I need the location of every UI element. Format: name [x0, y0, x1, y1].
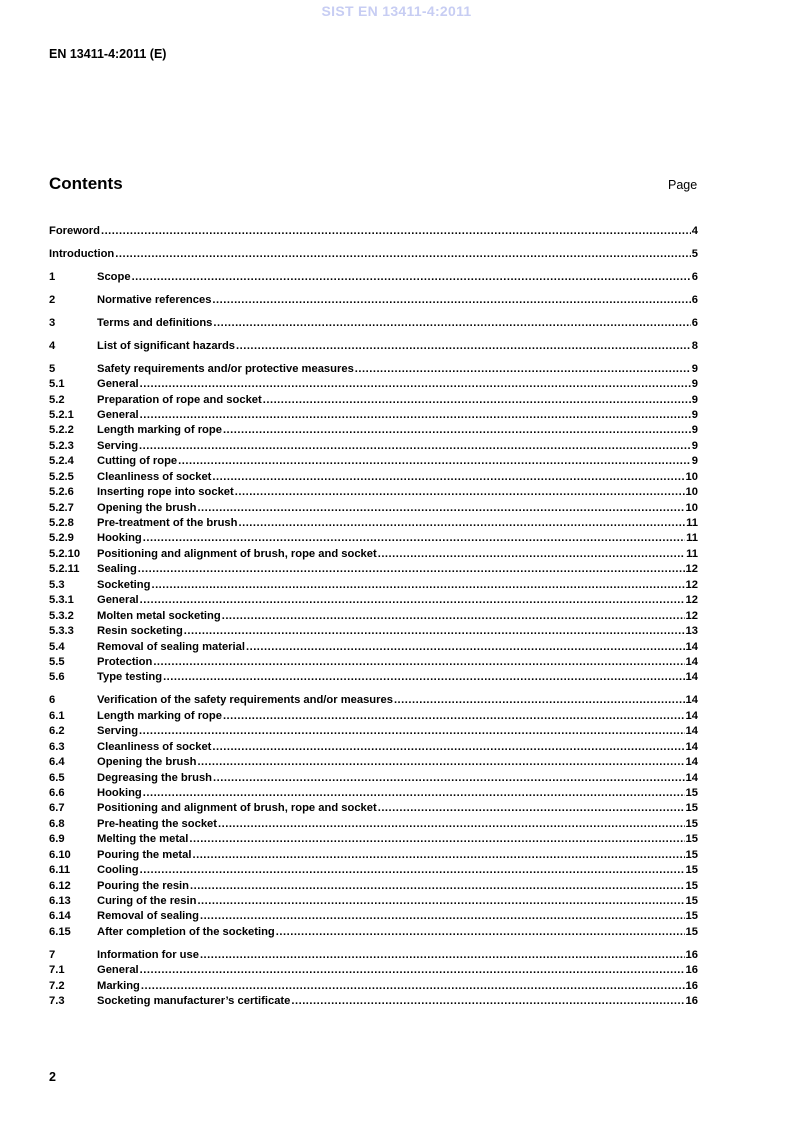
toc-entry-number: 6.9 [49, 833, 65, 846]
toc-leader-dots [378, 801, 685, 816]
toc-entry-title: Removal of sealing [97, 910, 199, 923]
toc-entry-title: Type testing [97, 671, 163, 684]
toc-entry-number: 7.1 [49, 964, 65, 977]
toc-entry-page: 8 [691, 339, 698, 352]
toc-entry-title: Curing of the resin [97, 895, 197, 907]
toc-entry-title: Positioning and alignment of brush, rope and socket [97, 802, 377, 815]
toc-entry-number: 5.2.4 [49, 455, 74, 468]
toc-entry-number: 5.3 [49, 578, 65, 591]
toc-leader-dots [140, 593, 685, 608]
toc-leader-dots [132, 270, 691, 285]
toc-leader-dots [200, 909, 685, 924]
toc-leader-dots [139, 724, 685, 739]
toc-entry-number: 6.15 [49, 925, 71, 938]
toc-leader-dots [140, 963, 685, 978]
toc-entry[interactable] [49, 832, 698, 847]
toc-entry-title: Pouring the resin [97, 879, 189, 892]
toc-leader-dots [212, 293, 690, 308]
toc-entry-title: Opening the brush [97, 756, 197, 769]
toc-leader-dots [189, 832, 684, 847]
toc-entry[interactable] [49, 547, 698, 562]
toc-entry-page: 11 [686, 517, 698, 529]
toc-entry-number: 6.2 [49, 725, 65, 738]
toc-entry-page: 14 [685, 725, 698, 738]
toc-leader-dots [263, 393, 691, 408]
watermark: SIST EN 13411-4:2011 [321, 3, 472, 19]
toc-entry-title: Safety requirements and/or protective measures [97, 362, 354, 375]
toc-entry-title: General [97, 964, 139, 977]
toc-leader-dots [140, 863, 685, 878]
toc-leader-dots [197, 894, 684, 909]
toc-entry[interactable] [49, 531, 698, 546]
toc-entry-number: 6.4 [49, 756, 65, 769]
toc-entry-number: 2 [49, 293, 56, 306]
toc-entry[interactable] [49, 963, 698, 978]
toc-entry-title: Molten metal socketing [97, 609, 221, 622]
toc-leader-dots [200, 948, 685, 963]
toc-entry[interactable] [49, 771, 698, 786]
toc-entry[interactable] [49, 316, 698, 331]
toc-entry-title: Length marking of rope [97, 709, 222, 722]
toc-entry-page: 14 [685, 756, 698, 769]
toc-entry-page: 16 [685, 964, 698, 977]
toc-entry-page: 15 [685, 848, 698, 861]
toc-entry-page: 14 [685, 640, 698, 653]
toc-entry-page: 14 [685, 771, 698, 784]
toc-entry-number: 6.3 [49, 740, 65, 753]
toc-entry-title: Hooking [97, 786, 142, 799]
toc-entry-number: 6.5 [49, 771, 65, 784]
toc-entry-title: Socketing [97, 578, 151, 591]
toc-leader-dots [291, 994, 684, 1009]
toc-leader-dots [197, 755, 684, 770]
toc-entry-number: 6.13 [49, 895, 71, 907]
toc-leader-dots [153, 655, 684, 670]
toc-entry-title: Foreword [49, 225, 100, 237]
toc-entry-title: After completion of the socketing [97, 925, 275, 938]
toc-entry-number: 7.2 [49, 979, 65, 992]
toc-entry-page: 9 [691, 424, 698, 437]
toc-entry-title: Normative references [97, 293, 212, 306]
toc-entry[interactable] [49, 724, 698, 739]
toc-entry-number: 6.1 [49, 709, 65, 722]
toc-entry[interactable] [49, 578, 698, 593]
toc-entry-number: 5.2.11 [49, 563, 80, 576]
toc-leader-dots [378, 547, 685, 562]
toc-entry-page: 15 [685, 925, 698, 938]
toc-leader-dots [192, 848, 684, 863]
toc-entry-page: 15 [685, 817, 698, 830]
contents-title: Contents [49, 174, 123, 193]
toc-entry-page: 9 [691, 455, 698, 468]
toc-entry-page: 15 [685, 833, 698, 846]
toc-entry-page: 12 [685, 609, 698, 622]
toc-entry-number: 5.2.8 [49, 517, 74, 529]
toc-entry[interactable] [49, 408, 698, 423]
toc-leader-dots [151, 578, 684, 593]
toc-entry-page: 11 [686, 532, 698, 545]
toc-leader-dots [223, 709, 685, 724]
toc-leader-dots [212, 740, 684, 755]
toc-entry[interactable] [49, 879, 698, 894]
toc-entry-title: Introduction [49, 247, 115, 260]
toc-entry[interactable] [49, 439, 698, 454]
toc-entry[interactable] [49, 270, 698, 285]
toc-entry-page: 10 [685, 501, 698, 514]
toc-entry[interactable] [49, 224, 698, 239]
toc-entry[interactable] [49, 247, 698, 262]
toc-leader-dots [178, 454, 691, 469]
toc-entry-title: Cleanliness of socket [97, 740, 212, 753]
toc-entry-page: 10 [685, 470, 698, 483]
toc-leader-dots [139, 439, 691, 454]
toc-entry-page: 9 [691, 408, 698, 421]
toc-entry-page: 4 [691, 225, 698, 237]
toc-entry-title: Cooling [97, 864, 139, 877]
toc-entry-title: General [97, 408, 139, 421]
toc-entry-title: General [97, 378, 139, 391]
toc-entry-title: Scope [97, 270, 131, 283]
toc-entry-title: List of significant hazards [97, 339, 235, 352]
toc-entry-number: 6.10 [49, 848, 71, 861]
toc-leader-dots [235, 485, 685, 500]
toc-entry[interactable] [49, 624, 698, 639]
toc-entry[interactable] [49, 786, 698, 801]
toc-entry-title: Resin socketing [97, 625, 183, 638]
toc-entry[interactable] [49, 894, 698, 909]
toc-entry-page: 15 [685, 910, 698, 923]
toc-leader-dots [236, 339, 691, 354]
toc-entry-number: 5.4 [49, 640, 65, 653]
toc-entry[interactable] [49, 925, 698, 940]
document-id: EN 13411-4:2011 (E) [49, 47, 167, 61]
toc-entry[interactable] [49, 362, 698, 377]
toc-entry[interactable] [49, 709, 698, 724]
toc-entry-page: 14 [685, 671, 698, 684]
toc-entry-number: 5.2.10 [49, 547, 81, 560]
toc-entry-number: 6 [49, 694, 56, 707]
toc-entry-number: 5.2.5 [49, 470, 74, 483]
toc-entry-title: Marking [97, 979, 140, 992]
toc-entry[interactable] [49, 670, 698, 685]
toc-entry-title: General [97, 594, 139, 607]
toc-entry-title: Protection [97, 655, 153, 668]
toc-entry-page: 14 [685, 709, 698, 722]
toc-entry[interactable] [49, 817, 698, 832]
toc-entry-number: 5.1 [49, 378, 65, 391]
toc-entry-page: 14 [685, 740, 698, 753]
toc-entry-title: Cleanliness of socket [97, 470, 212, 483]
toc-entry[interactable] [49, 640, 698, 655]
toc-entry[interactable] [49, 609, 698, 624]
toc-leader-dots [238, 516, 685, 531]
toc-leader-dots [101, 224, 691, 239]
toc-entry-title: Terms and definitions [97, 316, 213, 329]
toc-entry-number: 5.3.1 [49, 594, 74, 607]
toc-entry-page: 15 [685, 786, 698, 799]
toc-entry-title: Cutting of rope [97, 455, 178, 468]
toc-entry[interactable] [49, 740, 698, 755]
toc-entry-title: Pre-treatment of the brush [97, 517, 238, 529]
toc-entry-number: 6.14 [49, 910, 71, 923]
toc-entry-title: Opening the brush [97, 501, 197, 514]
toc-entry-number: 5.2 [49, 393, 65, 406]
toc-entry-page: 15 [685, 802, 698, 815]
toc-entry[interactable] [49, 848, 698, 863]
toc-entry-number: 5.2.3 [49, 439, 74, 452]
toc-entry[interactable] [49, 339, 698, 354]
toc-entry-page: 14 [685, 694, 698, 707]
toc-entry-page: 16 [685, 995, 698, 1008]
toc-entry-title: Positioning and alignment of brush, rope and socket [97, 547, 377, 560]
toc-entry-title: Pre-heating the socket [97, 817, 217, 830]
toc-entry[interactable] [49, 470, 698, 485]
toc-leader-dots [138, 562, 685, 577]
toc-leader-dots [218, 817, 685, 832]
toc-entry-page: 6 [691, 270, 698, 283]
toc-entry[interactable] [49, 562, 698, 577]
toc-entry-number: 6.12 [49, 879, 71, 892]
toc-entry-number: 5.2.1 [49, 408, 74, 421]
toc-entry-page: 12 [685, 563, 698, 576]
toc-entry-page: 12 [685, 578, 698, 591]
toc-entry-number: 7.3 [49, 995, 65, 1008]
page-column-label: Page [668, 178, 698, 192]
toc-entry-page: 16 [685, 979, 698, 992]
toc-entry-number: 5.2.7 [49, 501, 74, 514]
toc-entry[interactable] [49, 485, 698, 500]
toc-entry-number: 7 [49, 948, 56, 961]
toc-entry-title: Pouring the metal [97, 848, 192, 861]
toc-entry[interactable] [49, 423, 698, 438]
toc-entry-title: Length marking of rope [97, 424, 222, 437]
toc-leader-dots [140, 408, 691, 423]
toc-entry-number: 5.3.2 [49, 609, 74, 622]
toc-entry-page: 9 [691, 439, 698, 452]
toc-entry-number: 1 [49, 270, 56, 283]
toc-entry[interactable] [49, 693, 698, 708]
toc-entry-title: Removal of sealing material [97, 640, 245, 653]
toc-entry-page: 9 [691, 378, 698, 391]
toc-leader-dots [184, 624, 685, 639]
toc-entry[interactable] [49, 801, 698, 816]
toc-entry-page: 6 [691, 293, 698, 306]
toc-leader-dots [163, 670, 684, 685]
toc-leader-dots [143, 786, 685, 801]
toc-leader-dots [222, 609, 685, 624]
toc-leader-dots [246, 640, 685, 655]
toc-leader-dots [190, 879, 685, 894]
toc-leader-dots [223, 423, 691, 438]
toc-entry-number: 5.3.3 [49, 625, 74, 638]
toc-entry-page: 9 [691, 393, 698, 406]
toc-entry-number: 5.2.9 [49, 532, 74, 545]
toc-leader-dots [213, 771, 685, 786]
toc-entry-page: 13 [685, 625, 698, 638]
toc-entry[interactable] [49, 454, 698, 469]
toc-entry-title: Serving [97, 725, 139, 738]
toc-leader-dots [197, 501, 684, 516]
toc-entry-page: 10 [685, 486, 698, 499]
toc-entry[interactable] [49, 994, 698, 1009]
toc-leader-dots [276, 925, 685, 940]
toc-entry-page: 5 [691, 247, 698, 260]
toc-entry-title: Melting the metal [97, 833, 189, 846]
toc-entry-page: 14 [685, 655, 698, 668]
toc-entry[interactable] [49, 393, 698, 408]
toc-entry-page: 15 [685, 895, 698, 907]
toc-entry-title: Information for use [97, 948, 199, 961]
toc-entry-page: 12 [685, 594, 698, 607]
toc-entry-number: 6.11 [49, 864, 71, 877]
toc-entry-title: Serving [97, 439, 139, 452]
toc-entry-number: 6.8 [49, 817, 65, 830]
toc-leader-dots [212, 470, 684, 485]
toc-entry-title: Sealing [97, 563, 137, 576]
toc-entry[interactable] [49, 377, 698, 392]
footer-page-number: 2 [49, 1070, 56, 1084]
toc-entry-number: 5.2.6 [49, 486, 74, 499]
toc-entry-number: 5 [49, 362, 56, 375]
toc-leader-dots [115, 247, 691, 262]
toc-entry-number: 6.6 [49, 786, 65, 799]
toc-entry[interactable] [49, 516, 698, 531]
table-of-contents [49, 224, 698, 1010]
toc-entry-page: 16 [685, 948, 698, 961]
toc-entry[interactable] [49, 863, 698, 878]
toc-entry-number: 3 [49, 316, 56, 329]
toc-leader-dots [141, 979, 685, 994]
toc-entry-number: 5.6 [49, 671, 65, 684]
toc-entry-page: 9 [691, 362, 698, 375]
toc-entry-title: Preparation of rope and socket [97, 393, 262, 406]
toc-entry[interactable] [49, 979, 698, 994]
toc-entry[interactable] [49, 909, 698, 924]
toc-leader-dots [394, 693, 685, 708]
toc-entry[interactable] [49, 948, 698, 963]
toc-entry[interactable] [49, 501, 698, 516]
toc-entry-number: 6.7 [49, 802, 65, 815]
toc-leader-dots [140, 377, 691, 392]
toc-entry-title: Inserting rope into socket [97, 486, 234, 499]
toc-entry-title: Verification of the safety requirements and/or measures [97, 694, 393, 707]
toc-entry-number: 4 [49, 339, 56, 352]
toc-leader-dots [213, 316, 690, 331]
toc-entry-number: 5.2.2 [49, 424, 74, 437]
toc-entry-number: 5.5 [49, 655, 65, 668]
toc-entry[interactable] [49, 655, 698, 670]
toc-entry[interactable] [49, 293, 698, 308]
toc-entry-page: 6 [691, 316, 698, 329]
toc-entry-title: Degreasing the brush [97, 771, 213, 784]
toc-entry-title: Hooking [97, 532, 142, 545]
toc-leader-dots [143, 531, 685, 546]
toc-entry[interactable] [49, 755, 698, 770]
toc-entry-title: Socketing manufacturer’s certificate [97, 995, 291, 1008]
toc-entry-page: 15 [685, 879, 698, 892]
toc-entry-page: 11 [686, 547, 698, 560]
toc-entry-page: 15 [685, 864, 698, 877]
toc-entry[interactable] [49, 593, 698, 608]
toc-leader-dots [355, 362, 691, 377]
